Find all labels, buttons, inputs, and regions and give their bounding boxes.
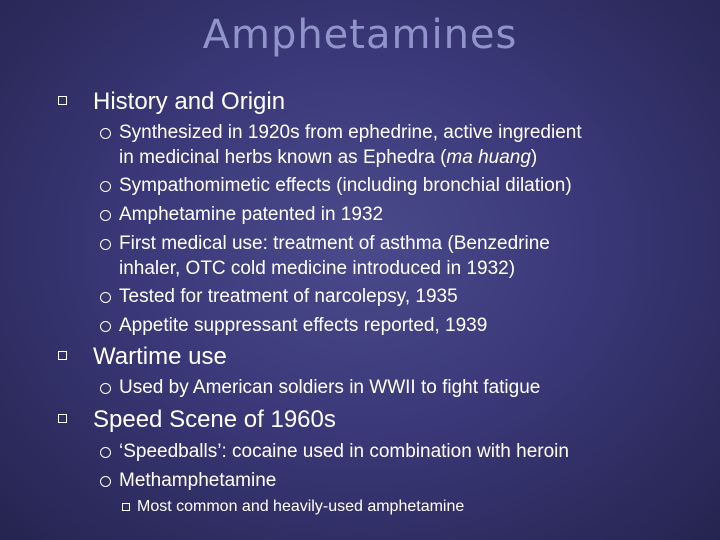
circle-bullet-icon — [100, 292, 111, 303]
circle-bullet-icon — [100, 210, 111, 221]
square-bullet-icon — [122, 503, 130, 511]
section-heading: Speed Scene of 1960s — [93, 406, 336, 433]
circle-bullet-icon — [100, 128, 111, 139]
circle-bullet-icon — [100, 476, 111, 487]
square-bullet-icon — [58, 414, 67, 423]
circle-bullet-icon — [100, 383, 111, 394]
circle-bullet-icon — [100, 447, 111, 458]
slide-title: Amphetamines — [202, 12, 518, 58]
square-bullet-icon — [58, 96, 67, 105]
circle-bullet-icon — [100, 321, 111, 332]
section-heading: Wartime use — [93, 343, 227, 370]
section-heading: History and Origin — [93, 88, 286, 115]
circle-bullet-icon — [100, 181, 111, 192]
square-bullet-icon — [58, 351, 67, 360]
circle-bullet-icon — [100, 239, 111, 250]
